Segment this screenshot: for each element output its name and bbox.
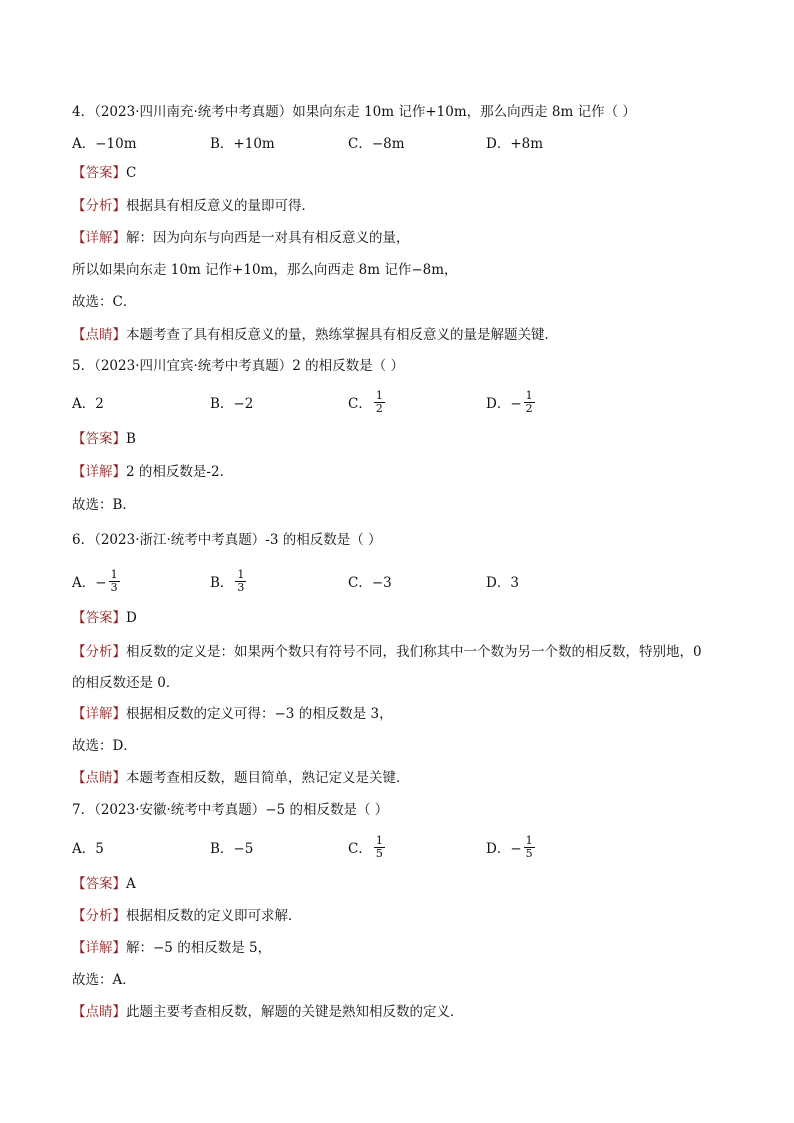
q7-detail [72, 938, 734, 958]
fraction [109, 569, 120, 594]
answer-tag: 【答案】 [72, 165, 126, 181]
option-prefix: B． [210, 575, 234, 591]
q6-option-a [72, 567, 120, 595]
answer-tag: 【答案】 [72, 610, 126, 626]
q4-option-c: C．−8m [348, 136, 405, 152]
fraction-numerator: 1 [375, 388, 383, 402]
answer-value: B [126, 431, 136, 447]
fraction-numerator: 1 [110, 567, 118, 581]
option-prefix: A．− [72, 575, 107, 591]
analysis-tag: 【分析】 [72, 908, 126, 924]
q5-option-b: B．−2 [210, 396, 254, 412]
q7-answer [72, 874, 734, 894]
fraction-numerator: 1 [237, 567, 245, 581]
fraction [374, 390, 385, 415]
comment-text: 本题考查了具有相反意义的量，熟练掌握具有相反意义的量是解题关键． [126, 327, 558, 343]
q7-choose: 故选：A． [72, 972, 136, 988]
q5-options [72, 388, 752, 416]
option-prefix: C． [348, 841, 372, 857]
q4-stem: 4．（2023·四川南充·统考中考真题）如果向东走 10m 记作+10m，那么向西走 8m 记作（ ） [72, 104, 636, 120]
q5-answer [72, 429, 734, 449]
fraction [524, 835, 535, 860]
q7-option-a: A．5 [72, 841, 104, 857]
comment-text: 本题考查相反数，题目简单，熟记定义是关键． [126, 770, 410, 786]
detail-tag: 【详解】 [72, 464, 126, 480]
option-prefix: D．− [486, 841, 522, 857]
q5-option-d [486, 388, 535, 416]
analysis-text: 相反数的定义是：如果两个数只有符号不同，我们称其中一个数为另一个数的相反数，特别地，0 [126, 644, 702, 660]
q4-analysis [72, 196, 734, 216]
comment-text: 此题主要考查相反数，解题的关键是熟知相反数的定义． [126, 1004, 464, 1020]
q7-stem: 7．（2023·安徽·统考中考真题）−5 的相反数是（ ） [72, 802, 389, 818]
q6-option-b [210, 567, 246, 595]
q6-option-d: D．3 [486, 575, 519, 591]
fraction-numerator: 1 [525, 833, 533, 847]
detail-text: 根据相反数的定义可得：−3 的相反数是 3， [126, 706, 393, 722]
fraction-denominator: 5 [375, 846, 383, 860]
q7-option-d [486, 833, 535, 861]
q7-option-c [348, 833, 385, 861]
q6-detail [72, 704, 734, 724]
q7-comment [72, 1002, 734, 1022]
q7-analysis [72, 906, 734, 926]
answer-value: A [126, 876, 136, 892]
fraction-denominator: 5 [525, 846, 533, 860]
detail-tag: 【详解】 [72, 940, 126, 956]
q4-comment [72, 325, 734, 345]
fraction-numerator: 1 [375, 833, 383, 847]
q6-answer [72, 608, 734, 628]
q6-option-c: C．−3 [348, 575, 392, 591]
detail-tag: 【详解】 [72, 230, 126, 246]
q6-analysis-line2: 的相反数还是 0． [72, 675, 180, 691]
detail-text: 解：−5 的相反数是 5， [126, 940, 272, 956]
detail-tag: 【详解】 [72, 706, 126, 722]
q5-option-c [348, 388, 385, 416]
q6-options [72, 567, 752, 595]
analysis-text: 根据具有相反意义的量即可得． [126, 198, 315, 214]
q6-stem: 6．（2023·浙江·统考中考真题）-3 的相反数是（ ） [72, 532, 382, 548]
answer-tag: 【答案】 [72, 876, 126, 892]
q7-options [72, 833, 752, 861]
q4-options [72, 128, 752, 156]
q6-analysis [72, 642, 734, 662]
q4-option-b: B．+10m [210, 136, 275, 152]
option-prefix: D．− [486, 396, 522, 412]
fraction-denominator: 3 [237, 580, 245, 594]
fraction [524, 390, 535, 415]
fraction-denominator: 2 [525, 401, 533, 415]
q6-choose: 故选：D． [72, 738, 137, 754]
analysis-tag: 【分析】 [72, 198, 126, 214]
q4-option-a: A．−10m [72, 136, 137, 152]
fraction-numerator: 1 [525, 388, 533, 402]
fraction-denominator: 2 [375, 401, 383, 415]
q7-option-b: B．−5 [210, 841, 254, 857]
q4-detail [72, 228, 734, 248]
answer-value: D [126, 610, 137, 626]
answer-tag: 【答案】 [72, 431, 126, 447]
analysis-text: 根据相反数的定义即可求解． [126, 908, 302, 924]
q6-comment [72, 768, 734, 788]
comment-tag: 【点睛】 [72, 770, 126, 786]
detail-text: 2 的相反数是-2. [126, 464, 224, 480]
q5-choose: 故选：B. [72, 497, 127, 513]
q5-stem: 5．（2023·四川宜宾·统考中考真题）2 的相反数是（ ） [72, 358, 404, 374]
analysis-tag: 【分析】 [72, 644, 126, 660]
q5-detail [72, 462, 734, 482]
q5-option-a: A．2 [72, 396, 104, 412]
detail-text: 解：因为向东与向西是一对具有相反意义的量， [126, 230, 410, 246]
fraction [374, 835, 385, 860]
answer-value: C [126, 165, 137, 181]
q4-detail-line2: 所以如果向东走 10m 记作+10m，那么向西走 8m 记作−8m， [72, 262, 458, 278]
q4-choose: 故选：C． [72, 294, 137, 310]
q4-option-d: D．+8m [486, 136, 544, 152]
option-prefix: C． [348, 396, 372, 412]
fraction [235, 569, 246, 594]
comment-tag: 【点睛】 [72, 327, 126, 343]
comment-tag: 【点睛】 [72, 1004, 126, 1020]
fraction-denominator: 3 [110, 580, 118, 594]
q4-answer [72, 163, 734, 183]
